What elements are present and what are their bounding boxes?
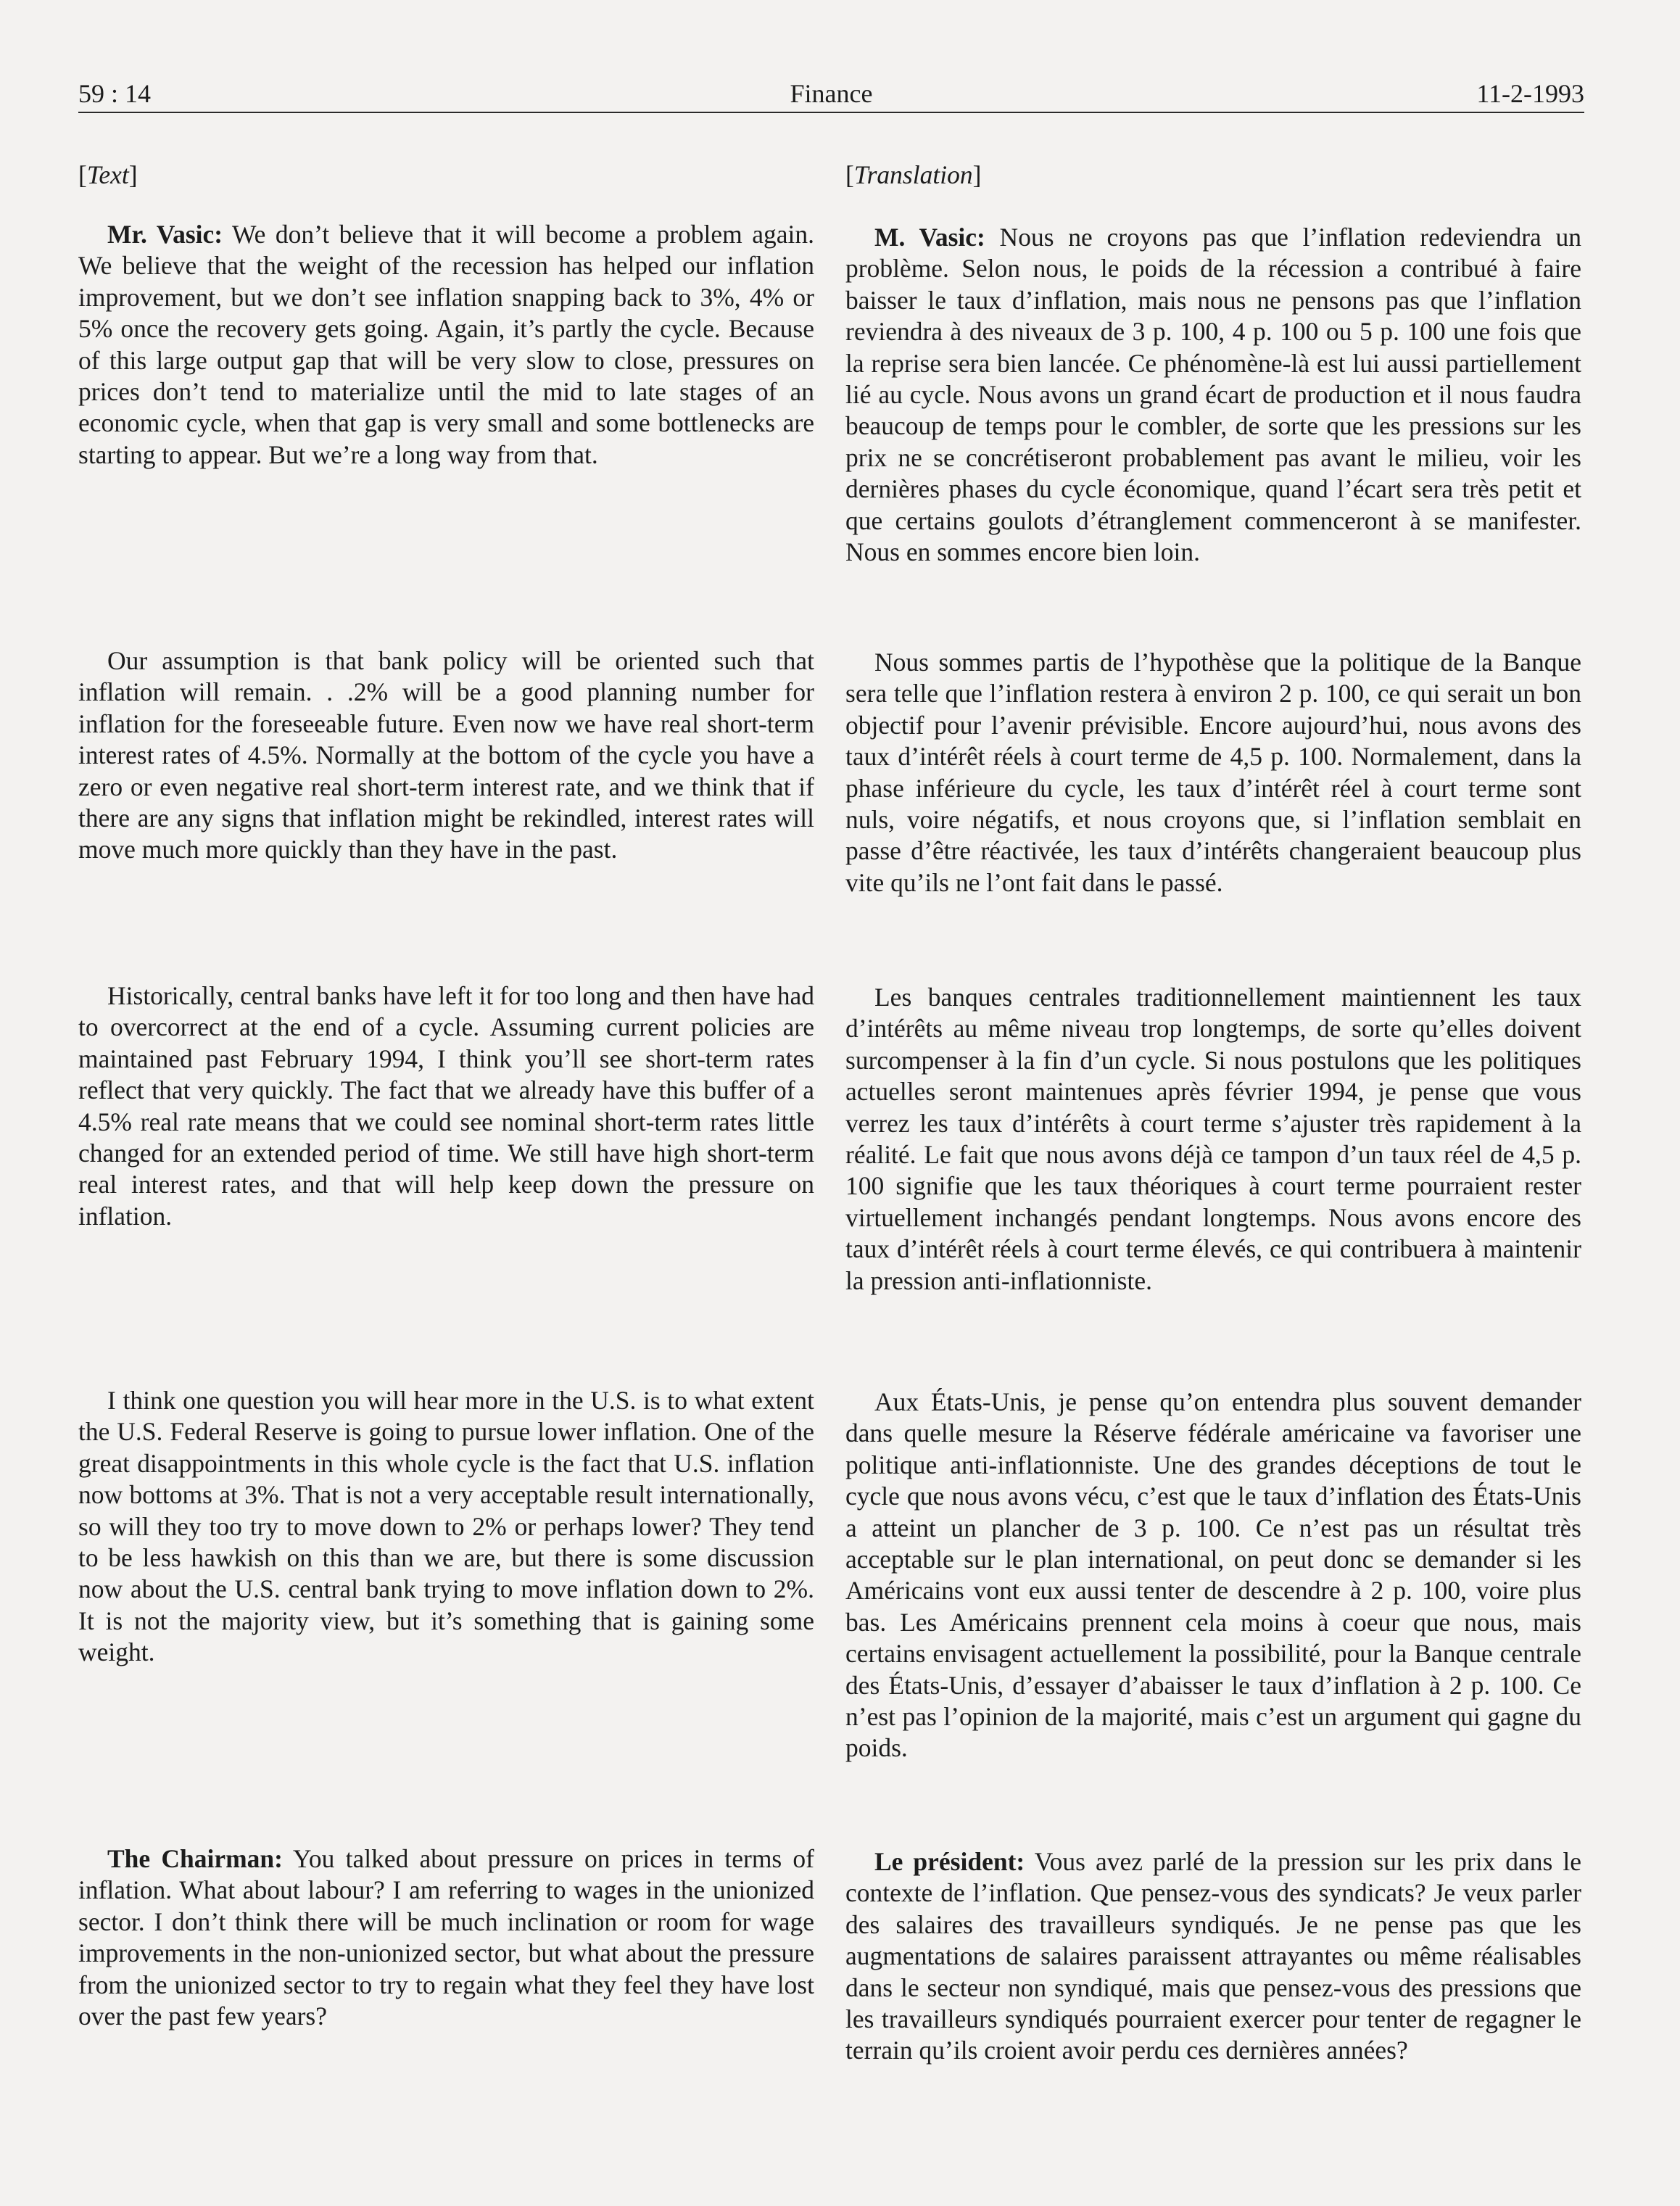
page-date: 11-2-1993	[1476, 79, 1584, 108]
paragraph-text: Nous ne croyons pas que l’inflation redeviendra un problème. Selon nous, le poids de la récession a contribué à faire baisser le taux d’inflation, mais nous ne pensons pas que l’inflation reviendra à des niveaux de 3 p. 100, 4 p. 100 ou 5 p. 100 une fois que la reprise sera bien lancée. Ce phénomène-là est lui aussi partiellement lié au cycle. Nous avons un grand écart de production et il nous faudra beaucoup de temps pour le combler, de sorte que les pressions sur les prix ne se concrétiseront probablement pas avant le milieu, voir les dernières phases du cycle économique, quand l’écart sera très petit et que certains goulots d’étranglement commenceront à se manifester. Nous en sommes encore bien loin.	[845, 223, 1581, 567]
english-paragraph-5	[78, 1843, 814, 2032]
english-paragraph-4	[78, 1385, 814, 1669]
paragraph-text: Aux États-Unis, je pense qu’on entendra plus souvent demander dans quelle mesure la Réserve fédérale américaine va favoriser une politique anti-inflationniste. Une des grandes déceptions de tout le cycle que nous avons vécu, c’est que le taux d’inflation des États-Unis a atteint un plancher de 3 p. 100. Ce n’est pas un résultat très acceptable sur le plan international, on peut donc se demander si les Américains vont eux aussi tenter de descendre à 2 p. 100, voire plus bas. Les Américains prennent cela moins à coeur que nous, mais certains envisagent actuellement la possibilité, pour la Banque centrale des États-Unis, d’essayer d’abaisser le taux d’inflation à 2 p. 100. Ce n’est pas l’opinion de la majorité, mais c’est un argument qui gagne du poids.	[845, 1387, 1581, 1763]
french-column	[845, 160, 1581, 2065]
speaker-name: Le président:	[874, 1847, 1025, 1876]
french-paragraph-5	[845, 1846, 1581, 2067]
english-column-label: [Text]	[78, 160, 138, 189]
publication-title: Finance	[790, 79, 873, 108]
paragraph-text: Nous sommes partis de l’hypothèse que la politique de la Banque sera telle que l’inflation restera à environ 2 p. 100, ce qui serait un bon objectif pour l’avenir prévisible. Encore aujourd’hui, nous avons des taux d’intérêt réels à court terme de 4,5 p. 100. Normalement, dans la phase inférieure du cycle, les taux d’intérêt réel à court terme sont nuls, voire négatifs, et nous croyons que, si l’inflation semblait en passe d’être réactivée, les taux d’intérêts changeraient beaucoup plus vite qu’ils ne l’ont fait dans le passé.	[845, 648, 1581, 897]
english-paragraph-1	[78, 219, 814, 471]
english-paragraph-2	[78, 645, 814, 866]
paragraph-text: Vous avez parlé de la pression sur les prix dans le contexte de l’inflation. Que pensez-vous des syndicats? Je veux parler des salaires des travailleurs syndiqués. Je ne pense pas que les augmentations de salaires paraissent attrayantes ou même réalisables dans le secteur non syndiqué, mais que pensez-vous des pressions que les travailleurs syndiqués pourraient exercer pour tenter de regagner le terrain qu’ils croient avoir perdu ces dernières années?	[845, 1847, 1581, 2065]
page-number: 59 : 14	[78, 79, 152, 108]
header-rule	[78, 112, 1584, 113]
page-header	[78, 75, 1584, 112]
french-paragraph-1	[845, 222, 1581, 568]
speaker-name: Mr. Vasic:	[107, 220, 223, 249]
speaker-name: M. Vasic:	[874, 223, 985, 252]
paragraph-text: I think one question you will hear more in the U.S. is to what extent the U.S. Federal Reserve is going to pursue lower inflation. One of the great disappointments in this whole cycle is the fact that U.S. inflation now bottoms at 3%. That is not a very acceptable result internationally, so will they too try to move down to 2% or perhaps lower? They tend to be less hawkish on this than we are, but there is some discussion now about the U.S. central bank trying to move inflation down to 2%. It is not the majority view, but it’s something that is gaining some weight.	[78, 1386, 814, 1667]
french-paragraph-3	[845, 982, 1581, 1297]
paragraph-text: We don’t believe that it will become a problem again. We believe that the weight of the recession has helped our inflation improvement, but we don’t see inflation snapping back to 3%, 4% or 5% once the recovery gets going. Again, it’s partly the cycle. Because of this large output gap that will be very slow to close, pressures on prices don’t tend to materialize until the mid to late stages of an economic cycle, when that gap is very small and some bottlenecks are starting to appear. But we’re a long way from that.	[78, 220, 815, 469]
french-paragraph-2	[845, 647, 1581, 898]
french-paragraph-4	[845, 1387, 1581, 1764]
french-column-label: [Translation]	[845, 160, 982, 189]
paragraph-text: Our assumption is that bank policy will be oriented such that inflation will remain. . .2% will be a good planning number for inflation for the foreseeable future. Even now we have real short-term interest rates of 4.5%. Normally at the bottom of the cycle you have a zero or even negative real short-term interest rate, and we think that if there are any signs that inflation might be rekindled, interest rates will move much more quickly than they have in the past.	[78, 646, 814, 864]
english-label-text: Text	[86, 160, 129, 189]
paragraph-text: Historically, central banks have left it for too long and then have had to overcorrect at the end of a cycle. Assuming current policies are maintained past February 1994, I think you’ll see short-term rates reflect that very quickly. The fact that we already have this buffer of a 4.5% real rate means that we could see nominal short-term rates little changed for an extended period of time. We still have high short-term real interest rates, and that will help keep down the pressure on inflation.	[78, 981, 814, 1231]
paragraph-text: You talked about pressure on prices in terms of inflation. What about labour? I am referring to wages in the unionized sector. I don’t think there will be much inclination or room for wage improvements in the non-unionized sector, but what about the pressure from the unionized sector to try to regain what they feel they have lost over the past few years?	[78, 1844, 814, 2031]
english-paragraph-3	[78, 980, 814, 1232]
speaker-name: The Chairman:	[107, 1844, 283, 1873]
paragraph-text: Les banques centrales traditionnellement maintiennent les taux d’intérêts au même niveau trop longtemps, de sorte qu’elles doivent surcompenser à la fin d’un cycle. Si nous postulons que les politiques actuelles seront maintenues après février 1994, je pense que vous verrez les taux d’intérêts à court terme s’ajuster très rapidement à la réalité. Le fait que nous avons déjà ce tampon d’un taux réel de 4,5 p. 100 signifie que les taux théoriques à court terme pourraient rester virtuellement inchangés pendant longtemps. Nous avons encore des taux d’intérêt réels à court terme élevés, ce qui contribuera à maintenir la pression anti-inflationniste.	[845, 983, 1581, 1295]
french-label-text: Translation	[853, 160, 973, 189]
english-column	[78, 160, 815, 2031]
